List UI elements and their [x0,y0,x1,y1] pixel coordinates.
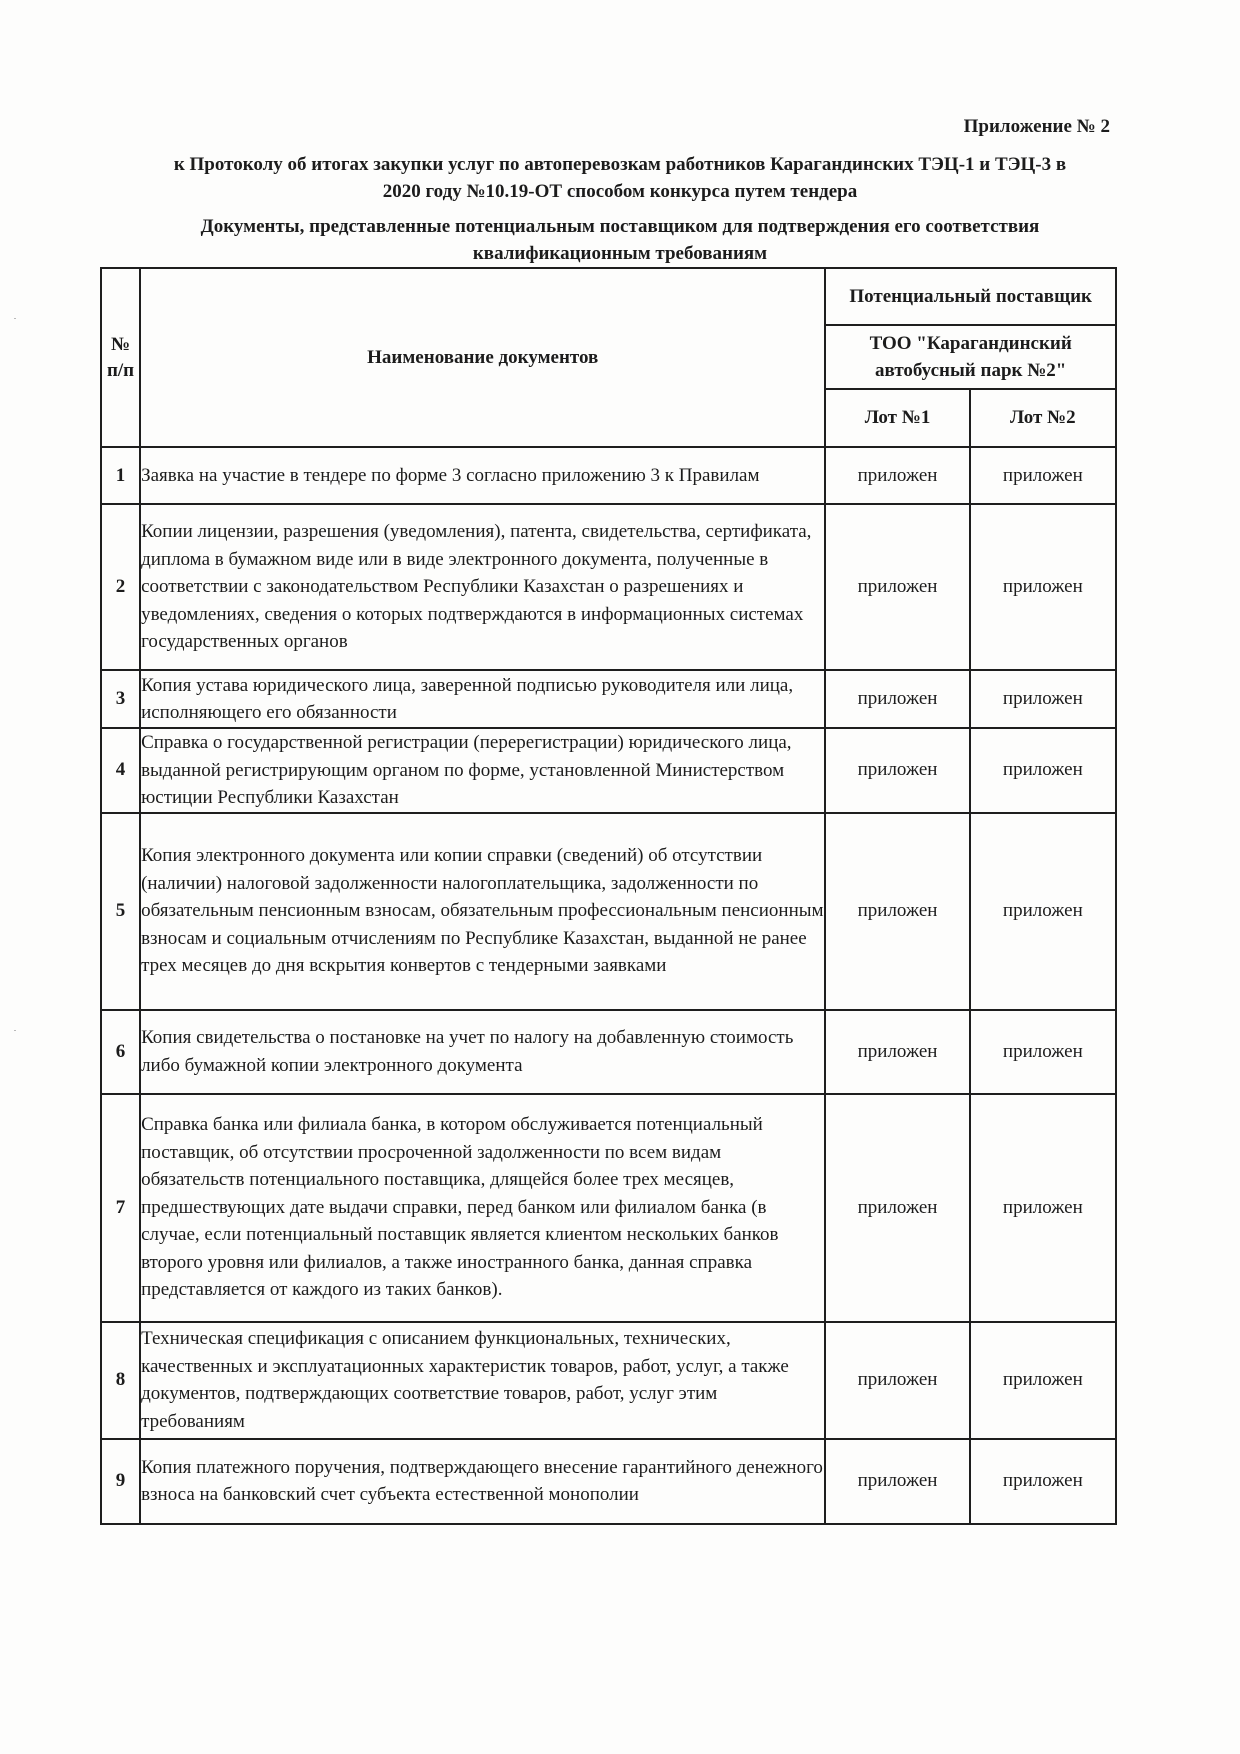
row-number: 4 [101,728,140,813]
row-number: 3 [101,670,140,728]
lot-2-status: приложен [970,813,1116,1010]
protocol-subtitle-line-1: к Протоколу об итогах закупки услуг по автоперевозкам работников Карагандинских ТЭЦ-1 и ТЭЦ-3 в [173,154,1067,175]
lot-2-header: Лот №2 [970,389,1116,447]
column-header-document-name: Наименование документов [140,268,825,447]
supplier-name-line-1: ТОО "Карагандинский [869,333,1072,354]
supplier-header: Потенциальный поставщик [825,268,1116,325]
document-name: Копия свидетельства о постановке на учет по налогу на добавленную стоимость либо бумажной копии электронного документа [140,1010,825,1094]
document-name: Техническая спецификация с описанием функциональных, технических, качественных и эксплуатационных характеристик товаров, работ, услуг, а также документов, подтверждающих соответствие товаров, работ, услуг этим требованиям [140,1322,825,1439]
table-row [101,1094,1116,1322]
lot-2-status: приложен [970,728,1116,813]
column-header-number-line-2: п/п [106,359,135,381]
lot-2-status: приложен [970,1439,1116,1524]
row-number: 9 [101,1439,140,1524]
row-number: 8 [101,1322,140,1439]
lot-1-status: приложен [825,447,969,504]
supplier-name-line-2: автобусный парк №2" [875,360,1067,381]
lot-1-status: приложен [825,670,969,728]
row-number: 6 [101,1010,140,1094]
row-number: 1 [101,447,140,504]
lot-2-status: приложен [970,1322,1116,1439]
protocol-subtitle [110,151,1130,205]
column-header-number-line-1: № [110,333,131,355]
lot-1-header: Лот №1 [825,389,969,447]
lot-2-status: приложен [970,504,1116,670]
document-name: Копия электронного документа или копии справки (сведений) об отсутствии (наличии) налоговой задолженности налогоплательщика, задолженности по обязательным пенсионным взносам, обязательным профессиональным пенсионным взносам и социальным отчислениям по Республике Казахстан, выданной не ранее трех месяцев до дня вскрытия конвертов с тендерными заявками [140,813,825,1010]
lot-1-status: приложен [825,813,969,1010]
document-name: Копии лицензии, разрешения (уведомления), патента, свидетельства, сертификата, диплома в бумажном виде или в виде электронного документа, полученные в соответствии с законодательством Республики Казахстан о разрешениях и уведомлениях, сведения о которых подтверждаются в информационных системах государственных органов [140,504,825,670]
document-name: Заявка на участие в тендере по форме 3 согласно приложению 3 к Правилам [140,447,825,504]
row-number: 5 [101,813,140,1010]
table-row [101,1439,1116,1524]
lot-2-status: приложен [970,1010,1116,1094]
column-header-number [101,268,140,447]
document-name: Справка о государственной регистрации (перерегистрации) юридического лица, выданной регистрирующим органом по форме, установленной Министерством юстиции Республики Казахстан [140,728,825,813]
lot-1-status: приложен [825,504,969,670]
table-row [101,670,1116,728]
documents-table [100,267,1117,1525]
lot-2-status: приложен [970,670,1116,728]
documents-heading-line-1: Документы, представленные потенциальным поставщиком для подтверждения его соответствия [200,216,1040,237]
protocol-subtitle-line-2: 2020 году №10.19-ОТ способом конкурса путем тендера [382,181,858,202]
documents-heading-line-2: квалификационным требованиям [472,243,768,264]
table-row [101,447,1116,504]
table-row [101,504,1116,670]
document-name: Копия устава юридического лица, заверенной подписью руководителя или лица, исполняющего его обязанности [140,670,825,728]
table-row [101,813,1116,1010]
scan-margin-mark [14,1030,16,1031]
table-row [101,1010,1116,1094]
lot-1-status: приложен [825,1010,969,1094]
lot-2-status: приложен [970,447,1116,504]
lot-1-status: приложен [825,1322,969,1439]
lot-2-status: приложен [970,1094,1116,1322]
supplier-name [825,325,1116,389]
scan-margin-mark [14,318,16,319]
document-name: Копия платежного поручения, подтверждающего внесение гарантийного денежного взноса на банковский счет субъекта естественной монополии [140,1439,825,1524]
lot-1-status: приложен [825,1094,969,1322]
lot-1-status: приложен [825,728,969,813]
table-row [101,1322,1116,1439]
appendix-title: Приложение № 2 [963,116,1110,137]
document-name: Справка банка или филиала банка, в котором обслуживается потенциальный поставщик, об отсутствии просроченной задолженности по всем видам обязательств потенциального поставщика, длящейся более трех месяцев, предшествующих дате выдачи справки, перед банком или филиалом банка (в случае, если потенциальный поставщик является клиентом нескольких банков второго уровня или филиалов, а также иностранного банка, данная справка представляется от каждого из таких банков). [140,1094,825,1322]
table-row [101,728,1116,813]
row-number: 7 [101,1094,140,1322]
documents-heading [110,213,1130,267]
row-number: 2 [101,504,140,670]
lot-1-status: приложен [825,1439,969,1524]
